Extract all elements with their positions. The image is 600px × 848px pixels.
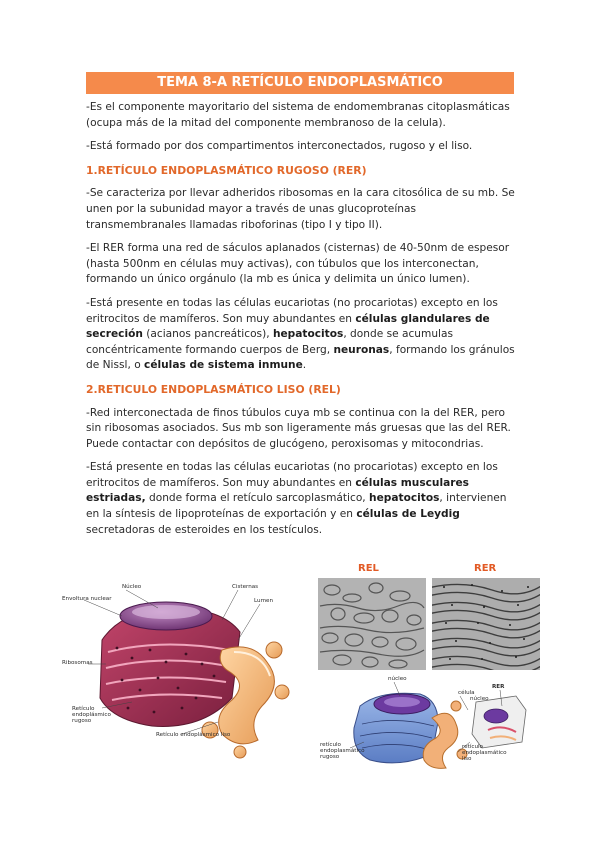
label-small-celula: célula [458, 690, 475, 696]
rel-paragraph-1: -Red interconectada de finos túbulos cuya mb se continua con la del RER, pero sin ribosomas asociados. Sus mb son ligeramente más gruesas que las del RER. Puede contactar con depósitos de glucógeno, peroxisomas y mitocondrias. [86, 406, 511, 450]
rer-p3-bold: hepatocitos [272, 328, 344, 341]
rer-p3-bold: neuronas [333, 343, 390, 356]
rer-heading: 1.RETÍCULO ENDOPLASMÁTICO RUGOSO (RER) [86, 163, 367, 177]
rer-p3-bold: células de sistema inmune [144, 359, 303, 372]
rel-p2-text: donde forma el retículo sarcoplasmático, [145, 492, 370, 505]
rer-paragraph-2: -El RER forma una red de sáculos aplanados (cisternas) de 40-50nm de espesor (hasta 500nm en células muy activas), con túbulos que los interconectan, formando un único orgánulo (la mb es única y delimita un único lumen). [86, 242, 510, 286]
label-lumen: Lumen [254, 598, 273, 604]
rer-p3-text: . [302, 359, 307, 372]
micrograph-rer-label: RER [474, 563, 497, 574]
rel-p2-text: , intervienen en la síntesis de lipoproteínas de exportación y en [86, 492, 507, 521]
label-small-rer: RER [492, 684, 505, 690]
label-small-nucleo-2: núcleo [470, 696, 489, 702]
label-reticulo-liso: Retículo endoplásmico liso [156, 732, 231, 738]
rel-paragraph-2 [86, 460, 516, 538]
micrograph-rel-label: REL [358, 563, 379, 574]
label-small-reticulo-liso: retículo endoplasmático liso [462, 744, 507, 763]
label-reticulo-rugoso: Retículo endoplásmico rugoso [72, 706, 111, 725]
micrograph-rer [432, 578, 540, 670]
rel-p2-bold: células de Leydig [356, 508, 460, 521]
rel-p2-text: -Está presente en todas las células eucariotas (no procariotas) excepto en los eritrocitos de mamíferos. Son muy abundantes en [86, 461, 498, 489]
rer-p3-text: , donde se acumulas concéntricamente formando cuerpos de Berg, [86, 328, 454, 356]
er-illustration [62, 580, 298, 762]
document-body [86, 100, 516, 546]
rel-heading: 2.RETICULO ENDOPLASMÁTICO LISO (REL) [86, 382, 341, 396]
intro-paragraph-1: -Es el componente mayoritario del sistema de endomembranas citoplasmáticas (ocupa más de la mitad del componente membranoso de la celula). [86, 101, 510, 129]
label-cisternas: Cisternas [232, 584, 259, 590]
micrograph-rel [318, 578, 426, 670]
cell-illustration [320, 676, 532, 772]
rer-p3-text: -Está presente en todas las células eucariotas (no procariotas) excepto en los eritrocitos de mamíferos. Son muy abundantes en [86, 296, 498, 325]
label-small-nucleo: núcleo [388, 676, 407, 682]
label-envoltura-nuclear: Envoltura nuclear [62, 596, 112, 602]
micrograph-rel-image [318, 578, 426, 670]
rel-p2-bold: células musculares estriadas, [86, 476, 469, 505]
rel-p2-bold: hepatocitos [369, 492, 440, 505]
rer-p3-bold: células glandulares de secreción [86, 312, 490, 341]
label-ribosomas: Ribosomas [62, 660, 93, 666]
micrograph-rer-image [432, 578, 540, 670]
rer-p3-text: , formando los gránulos de Nissl, o [86, 343, 515, 372]
page-title: TEMA 8-A RETÍCULO ENDOPLASMÁTICO [86, 72, 514, 94]
label-nucleo: Núcleo [122, 584, 142, 590]
rer-paragraph-3 [86, 296, 516, 374]
rer-paragraph-1: -Se caracteriza por llevar adheridos ribosomas en la cara citosólica de su mb. Se unen por la subunidad mayor a través de unas glucoproteínas transmembranales llamadas riboforinas (tipo I y tipo II). [86, 187, 515, 231]
rel-p2-text: secretadoras de esteroides en los testículos. [86, 523, 323, 536]
rer-p3-text: (acianos pancreáticos), [142, 328, 273, 341]
intro-paragraph-2: -Está formado por dos compartimentos interconectados, rugoso y el liso. [86, 140, 473, 153]
label-small-reticulo-rugoso: retículo endoplasmático rugoso [320, 742, 365, 761]
